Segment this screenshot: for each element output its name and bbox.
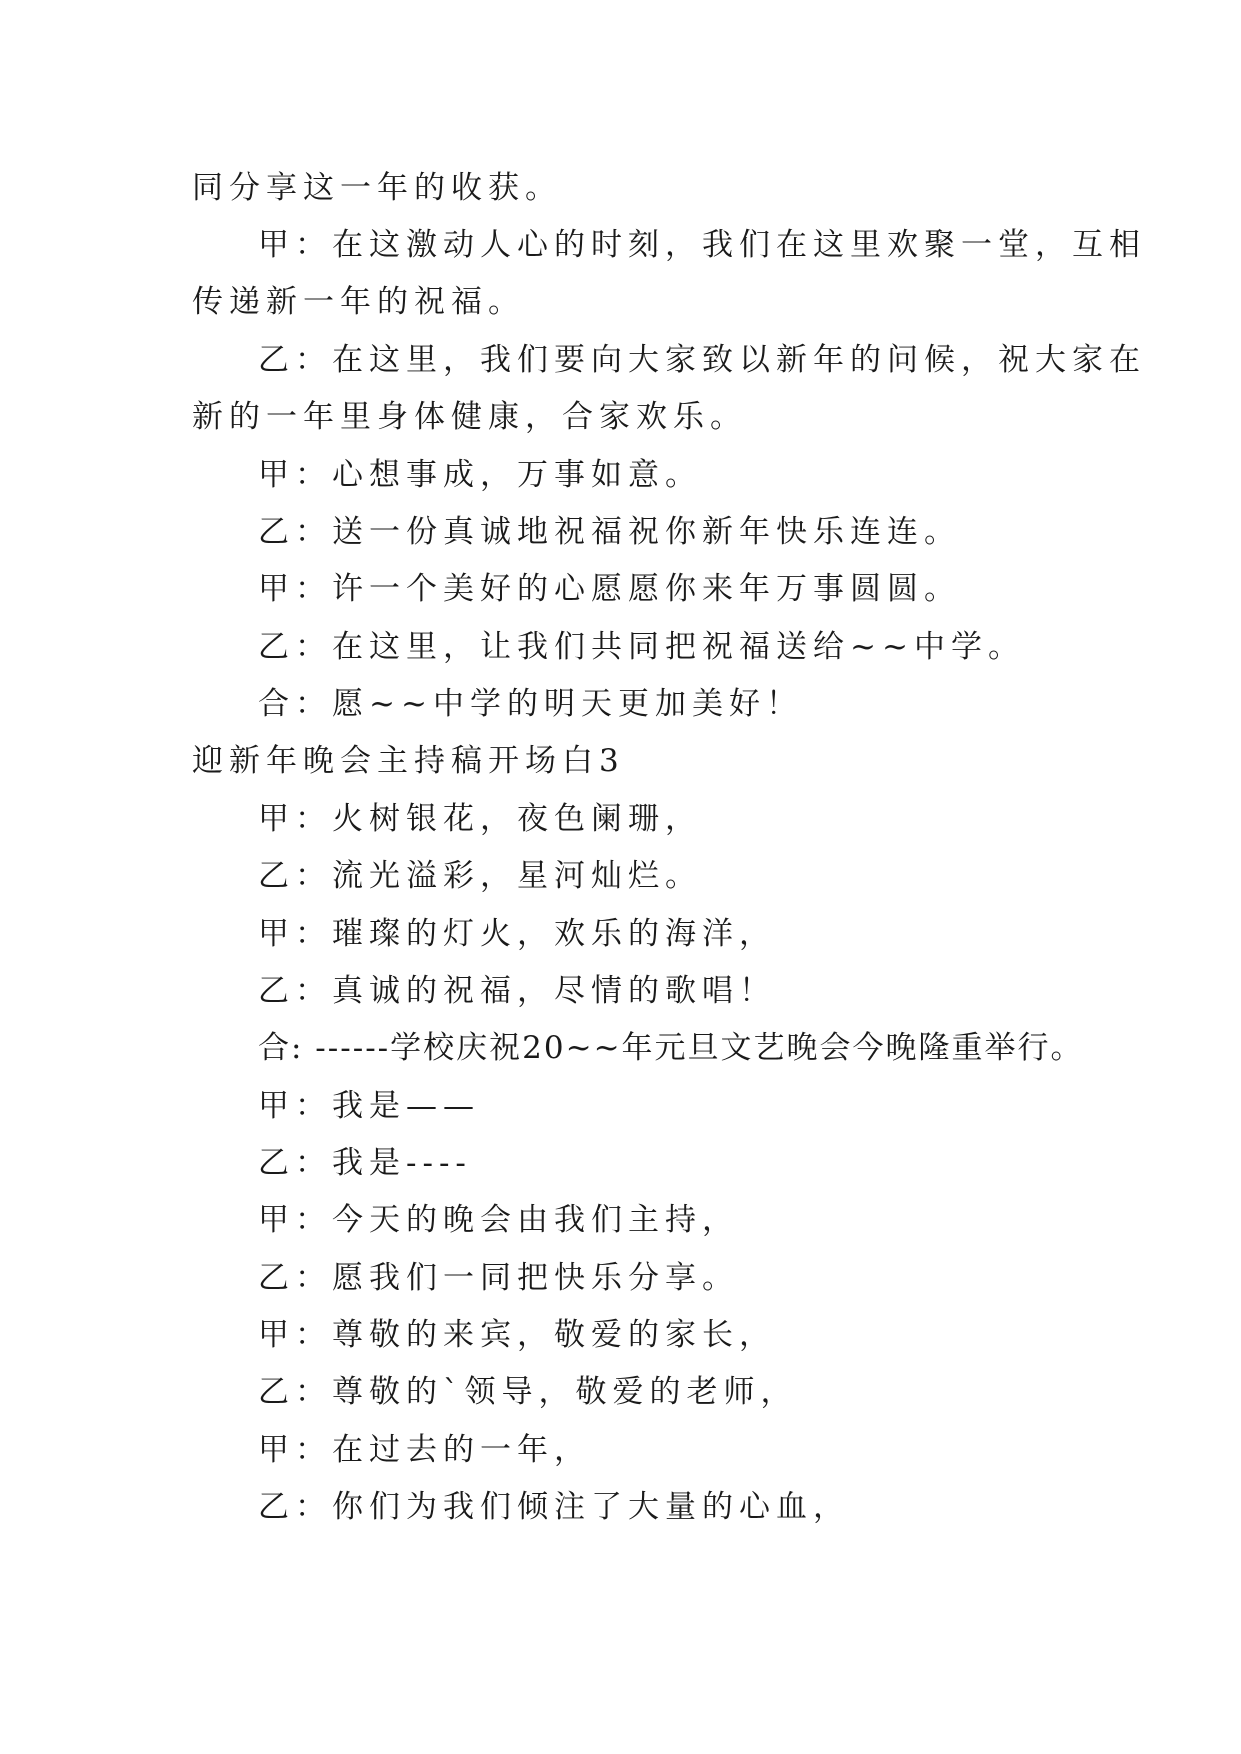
text-line: 合：愿~~中学的明天更加美好！ [258,686,803,722]
text-line: 甲：火树银花，夜色阑珊， [258,801,702,837]
text-line: 合: ------学校庆祝20~~年元旦文艺晚会今晚隆重举行。 [258,1030,1084,1066]
text-line: 乙：我是---- [258,1145,472,1181]
text-line: 甲：尊敬的来宾，敬爱的家长， [258,1317,776,1353]
section-heading: 迎新年晚会主持稿开场白3 [192,743,625,779]
text-line: 乙：尊敬的`领导，敬爱的老师， [258,1374,798,1410]
text-line: 甲：我是—— [258,1088,480,1124]
text-line: 乙：愿我们一同把快乐分享。 [258,1260,739,1296]
text-line: 甲：心想事成，万事如意。 [258,457,702,493]
text-line: 甲：许一个美好的心愿愿你来年万事圆圆。 [258,571,961,607]
text-line: 甲：在这激动人心的时刻，我们在这里欢聚一堂，互相 [258,227,1146,263]
text-line: 传递新一年的祝福。 [192,284,525,320]
text-line: 乙：送一份真诚地祝福祝你新年快乐连连。 [258,514,961,550]
text-line: 乙：流光溢彩，星河灿烂。 [258,858,702,894]
text-line: 甲：璀璨的灯火，欢乐的海洋， [258,916,776,952]
text-line: 乙：真诚的祝福，尽情的歌唱！ [258,973,776,1009]
text-line: 甲：今天的晚会由我们主持， [258,1202,739,1238]
text-line: 乙：在这里，让我们共同把祝福送给~~中学。 [258,629,1025,665]
text-line: 乙：你们为我们倾注了大量的心血， [258,1489,850,1525]
text-line: 甲：在过去的一年， [258,1432,591,1468]
text-line: 同分享这一年的收获。 [192,170,562,206]
text-line: 新的一年里身体健康，合家欢乐。 [192,399,747,435]
text-line: 乙：在这里，我们要向大家致以新年的问候，祝大家在 [258,342,1146,378]
